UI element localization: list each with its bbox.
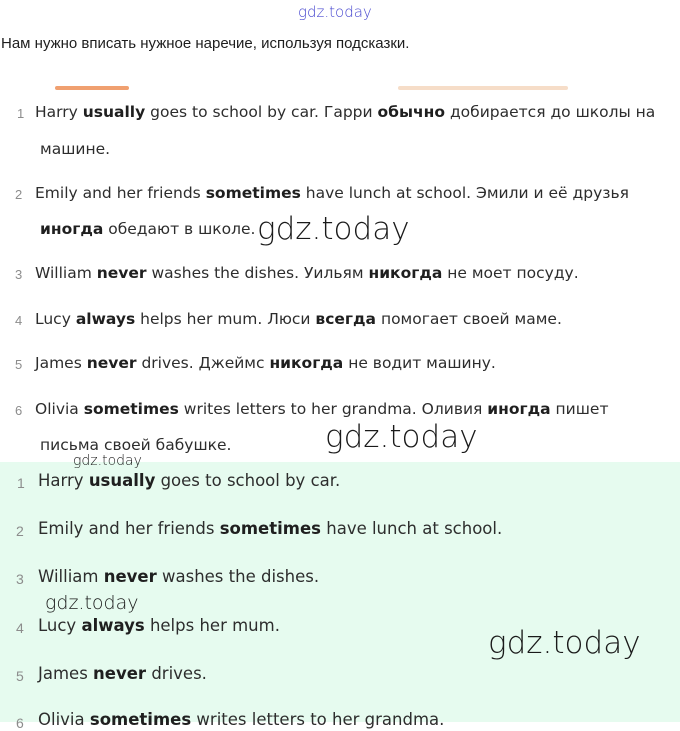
item-number: 6	[16, 715, 24, 731]
translation-line: Emily and her friends sometimes have lunch at school. Эмили и её друзья	[35, 184, 629, 202]
answer-line: Emily and her friends sometimes have lunch at school.	[38, 519, 503, 538]
watermark: gdz.today	[45, 592, 139, 614]
watermark: gdz.today	[257, 211, 410, 247]
answer-line: James never drives.	[38, 664, 207, 683]
translation-line: James never drives. Джеймс никогда не водит машину.	[35, 354, 496, 372]
answer-line: Olivia sometimes writes letters to her grandma.	[38, 710, 445, 729]
translation-line-continued: письма своей бабушке.	[40, 436, 232, 454]
item-number: 1	[17, 106, 25, 121]
item-number: 5	[16, 668, 24, 684]
translation-line: Olivia sometimes writes letters to her grandma. Оливия иногда пишет	[35, 400, 609, 418]
item-number: 5	[15, 357, 23, 372]
item-number: 2	[15, 187, 23, 202]
translation-line-continued: иногда обедают в школе.	[40, 220, 256, 238]
intro-text: Нам нужно вписать нужное наречие, используя подсказки.	[1, 35, 410, 52]
watermark: gdz.today	[488, 625, 641, 661]
item-number: 4	[16, 620, 24, 636]
decor-bar	[55, 86, 129, 90]
watermark: gdz.today	[298, 3, 372, 21]
translation-line: Harry usually goes to school by car. Гарри обычно добирается до школы на	[35, 103, 656, 121]
answer-line: Lucy always helps her mum.	[38, 616, 280, 635]
translation-line: Lucy always helps her mum. Люси всегда помогает своей маме.	[35, 310, 562, 328]
translation-line: William never washes the dishes. Уильям никогда не моет посуду.	[35, 264, 579, 282]
item-number: 6	[15, 403, 23, 418]
decor-bar	[398, 86, 568, 90]
translation-line-continued: машине.	[40, 140, 111, 158]
item-number: 3	[15, 267, 23, 282]
item-number: 3	[16, 571, 24, 587]
item-number: 1	[17, 475, 25, 491]
watermark: gdz.today	[73, 453, 142, 469]
item-number: 2	[16, 523, 24, 539]
answer-line: William never washes the dishes.	[38, 567, 320, 586]
watermark: gdz.today	[325, 419, 478, 455]
answer-line: Harry usually goes to school by car.	[38, 471, 341, 490]
item-number: 4	[15, 313, 23, 328]
